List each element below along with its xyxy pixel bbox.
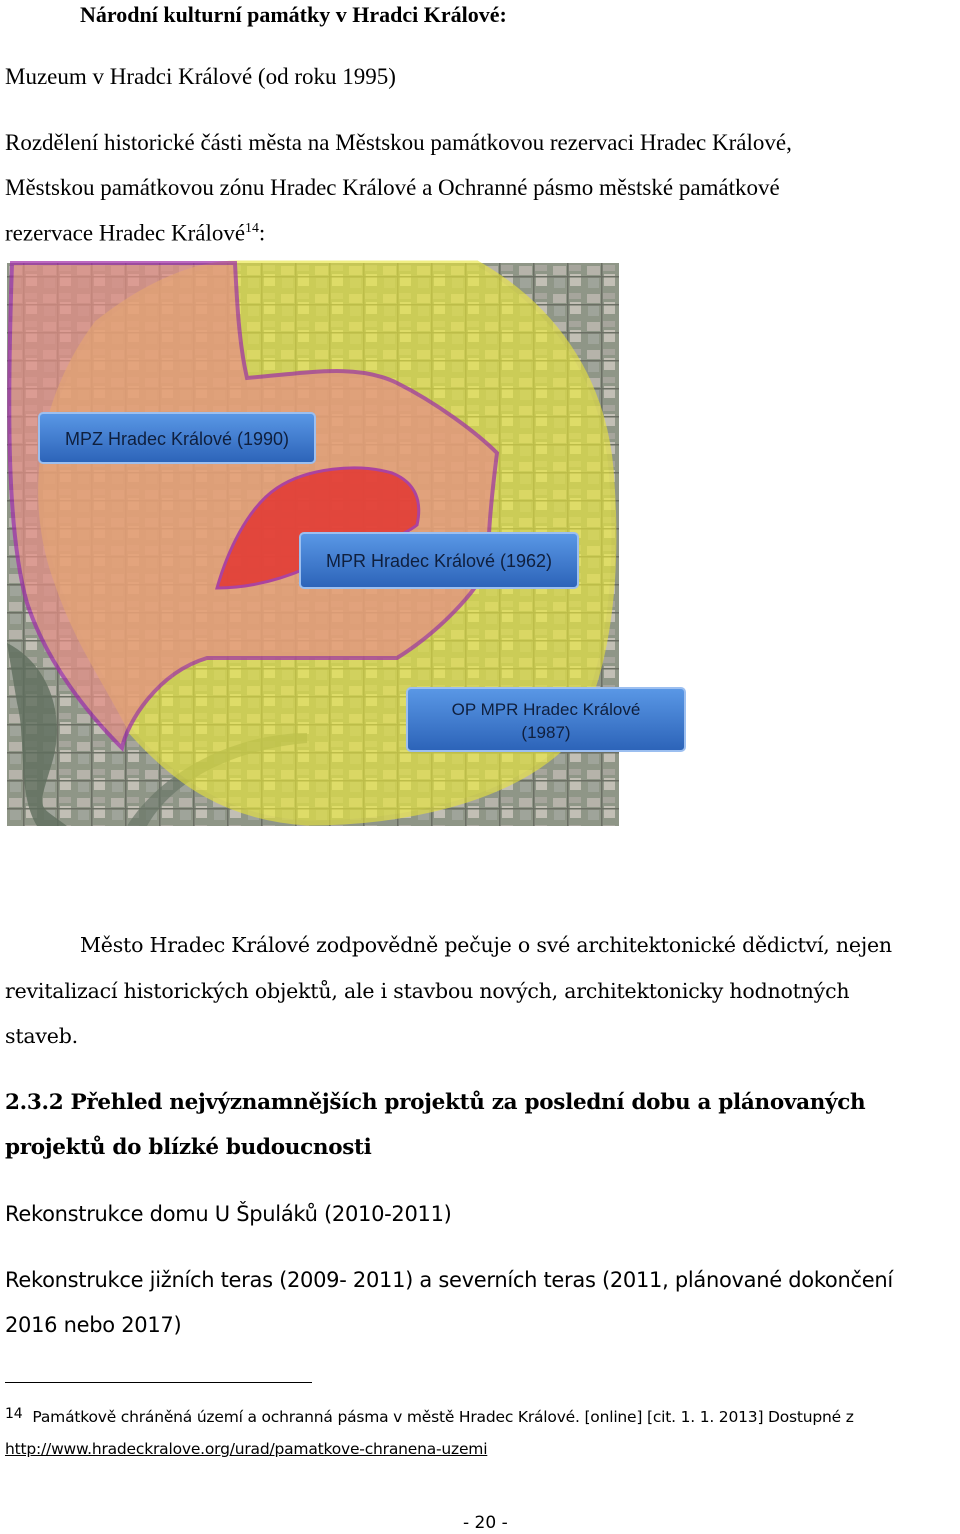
section-heading-line-2: projektů do blízké budoucnosti	[5, 1135, 372, 1160]
footnote	[5, 1408, 854, 1426]
paragraph-line-3: staveb.	[5, 1024, 78, 1048]
intro-line-3-text: rezervace Hradec Králové	[5, 220, 246, 246]
intro-line-1: Rozdělení historické části města na Městskou památkovou rezervaci Hradec Králové,	[5, 130, 792, 155]
page-number: - 20 -	[463, 1513, 508, 1533]
footnote-number: 14	[5, 1406, 23, 1422]
footnote-separator	[5, 1382, 312, 1383]
project-item-1: Rekonstrukce domu U Špuláků (2010-2011)	[5, 1202, 452, 1226]
museum-line: Muzeum v Hradci Králové (od roku 1995)	[5, 64, 396, 89]
protected-zones-map	[7, 263, 641, 826]
intro-suffix: :	[258, 220, 266, 246]
label-op-text-1: OP MPR Hradec Králové	[451, 700, 641, 719]
intro-line-3	[5, 220, 265, 247]
footnote-url-link[interactable]: http://www.hradeckralove.org/urad/pamatkove-chranena-uzemi	[5, 1440, 488, 1458]
project-item-2-line-1: Rekonstrukce jižních teras (2009- 2011) a severních teras (2011, plánované dokončení	[5, 1268, 893, 1292]
section-heading-line-1: 2.3.2 Přehled nejvýznamnějších projektů za poslední dobu a plánovaných	[5, 1090, 866, 1115]
project-item-2-line-2: 2016 nebo 2017)	[5, 1313, 182, 1337]
footnote-text: Památkově chráněná území a ochranná pásma v městě Hradec Králové. [online] [cit. 1. 1. 2013] Dostupné z	[32, 1408, 854, 1426]
intro-line-2: Městskou památkovou zónu Hradec Králové a Ochranné pásmo městské památkové	[5, 175, 780, 200]
paragraph-line-1: Město Hradec Králové zodpovědně pečuje o své architektonické dědictví, nejen	[80, 933, 892, 957]
footnote-ref[interactable]: 14	[245, 220, 259, 235]
label-op-text-2: (1987)	[521, 723, 571, 742]
label-mpr	[300, 533, 578, 588]
paragraph-line-2: revitalizací historických objektů, ale i stavbou nových, architektonicky hodnotných	[5, 979, 850, 1003]
label-mpr-text: MPR Hradec Králové (1962)	[325, 551, 553, 571]
label-mpz-text: MPZ Hradec Králové (1990)	[64, 429, 290, 449]
label-mpz	[39, 413, 315, 463]
page-heading: Národní kulturní památky v Hradci Králové:	[80, 2, 507, 27]
footnote-url-line	[5, 1440, 487, 1458]
label-op	[407, 688, 685, 751]
